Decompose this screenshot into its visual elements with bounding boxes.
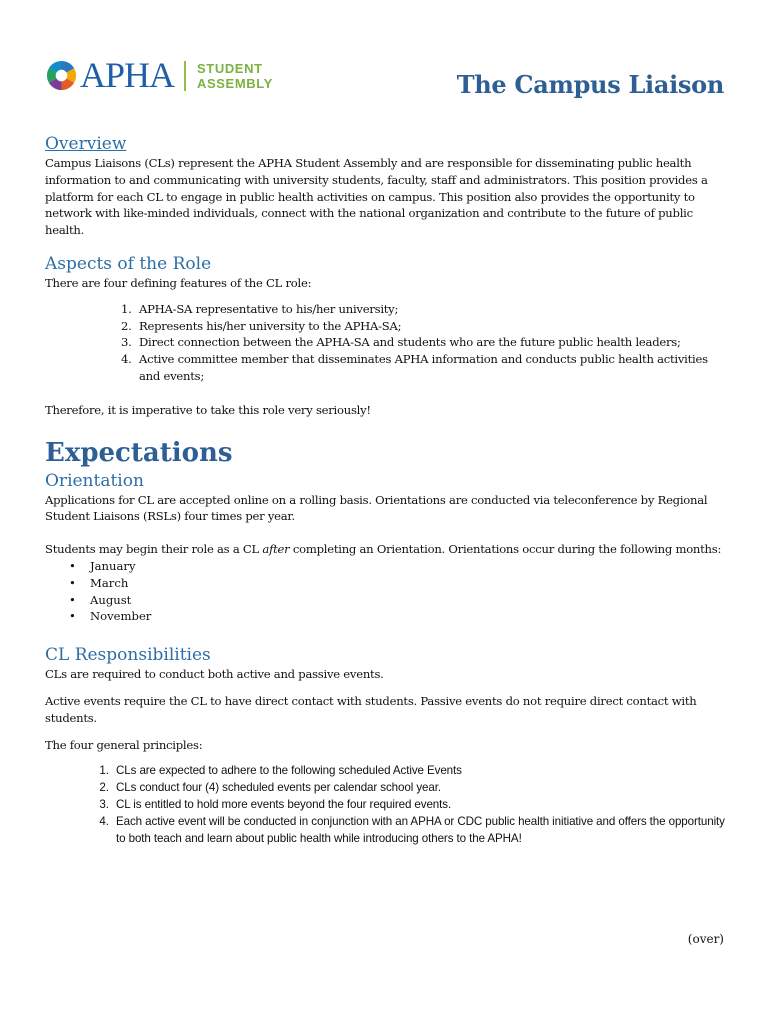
over-note: (over) — [687, 932, 724, 946]
aspects-closing: Therefore, it is imperative to take this role very seriously! — [45, 402, 371, 417]
aspects-heading: Aspects of the Role — [45, 253, 212, 274]
list-item: 1. CLs are expected to adhere to the following scheduled Active Events — [112, 762, 727, 779]
orientation-paragraph-2 — [45, 541, 727, 558]
orientation-text-after: completing an Orientation. Orientations occur during the following months: — [289, 542, 722, 557]
expectations-heading: Expectations — [45, 437, 233, 468]
list-item: 4. Each active event will be conducted in conjunction with an APHA or CDC public health initiative and offers the opportunity to both teach and learn about public health while introducing others to the APHA! — [112, 813, 727, 847]
list-item: 3. Direct connection between the APHA-SA and students who are the future public health leaders; — [135, 334, 727, 351]
months-list — [45, 558, 727, 625]
list-item: • March — [90, 575, 727, 592]
orientation-heading: Orientation — [45, 470, 144, 491]
principles-list — [45, 762, 727, 847]
logo-wordmark: APHA — [80, 55, 175, 95]
responsibilities-paragraph-2: Active events require the CL to have direct contact with students. Passive events do not require direct contact with students. — [45, 693, 697, 725]
document-body — [45, 134, 727, 847]
responsibilities-heading: CL Responsibilities — [45, 645, 211, 666]
apha-pinwheel-logo-icon — [46, 60, 77, 91]
list-item: 1. APHA-SA representative to his/her university; — [135, 301, 727, 318]
logo-sub-line2: ASSEMBLY — [197, 75, 273, 91]
list-item: 4. Active committee member that disseminates APHA information and conducts public health activities and events; — [135, 351, 727, 385]
orientation-paragraph-1: Applications for CL are accepted online on a rolling basis. Orientations are conducted via teleconference by Regional Student Liaisons (RSLs) four times per year. — [45, 492, 708, 524]
list-item: 2. CLs conduct four (4) scheduled events per calendar school year. — [112, 779, 727, 796]
responsibilities-paragraph-1: CLs are required to conduct both active and passive events. — [45, 667, 384, 682]
overview-paragraph: Campus Liaisons (CLs) represent the APHA Student Assembly and are responsible for disseminating public health information to and communicating with university students, faculty, staff and administrators. This position provides a platform for each CL to engage in public health activities on campus. This position also provides the opportunity to network with like-minded individuals, connect with the national organization and contribute to the future of public health. — [45, 156, 708, 238]
header — [46, 55, 724, 104]
list-item: 3. CL is entitled to hold more events beyond the four required events. — [112, 796, 727, 813]
logo-subtitle — [197, 61, 273, 91]
logo-divider — [184, 61, 186, 91]
list-item: • November — [90, 608, 727, 625]
aspects-list — [45, 301, 727, 385]
aspects-intro: There are four defining features of the CL role: — [45, 275, 312, 290]
orientation-emphasis: after — [262, 542, 290, 557]
responsibilities-paragraph-3: The four general principles: — [45, 737, 203, 752]
orientation-text-before: Students may begin their role as a CL — [45, 542, 263, 557]
list-item: 2. Represents his/her university to the APHA-SA; — [135, 318, 727, 335]
list-item: • August — [90, 592, 727, 609]
overview-heading: Overview — [45, 134, 127, 154]
list-item: • January — [90, 558, 727, 575]
apha-student-assembly-logo — [46, 55, 273, 95]
page-title: The Campus Liaison — [456, 70, 724, 99]
logo-sub-line1: STUDENT — [197, 60, 263, 76]
